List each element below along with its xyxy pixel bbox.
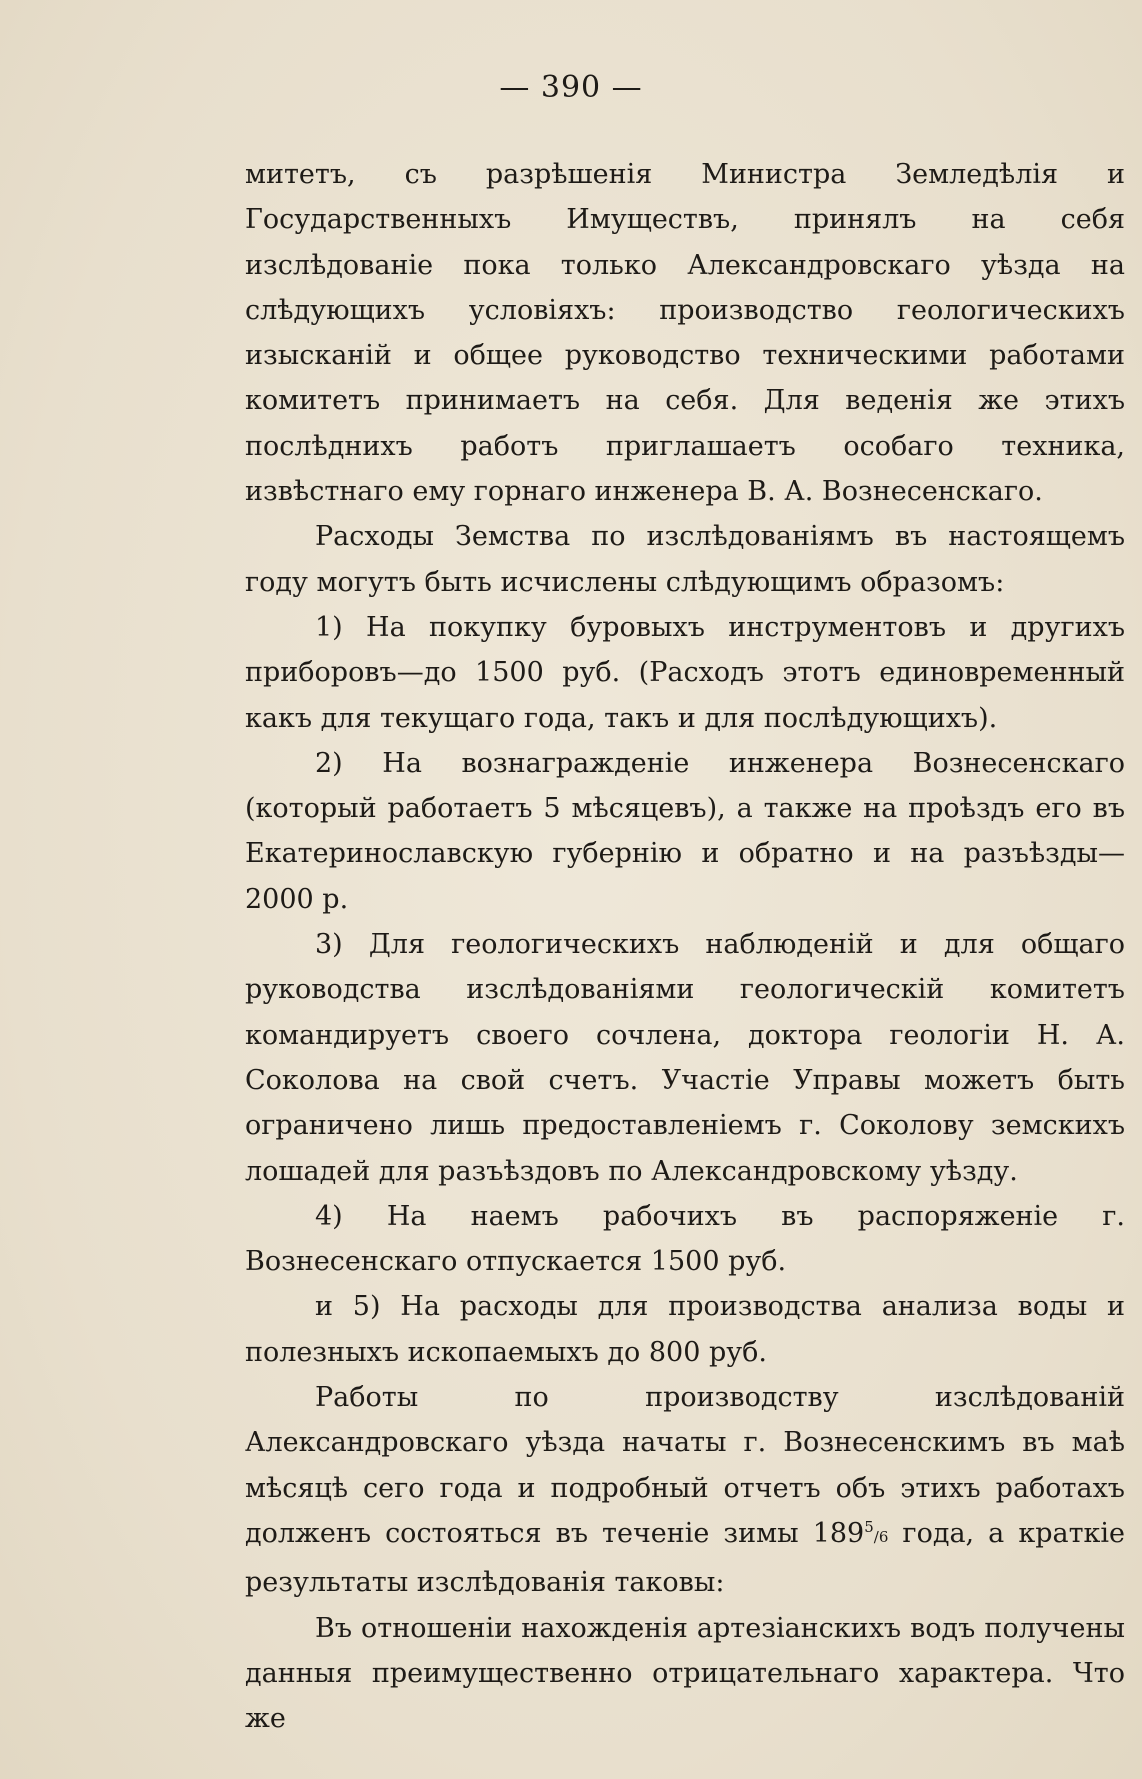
paragraph: и 5) На расходы для производства анализа воды и полезныхъ ископаемыхъ до 800 руб. [245,1291,1125,1368]
works-text-end: года, а краткіе результаты изслѣдованія таковы: [245,1517,1125,1599]
fraction-denominator: /6 [873,1527,889,1546]
paragraph: 4) На наемъ рабочихъ въ распоряженіе г. Вознесенскаго отпускается 1500 руб. [245,1200,1125,1278]
works-text-start: Работы по производству изслѣдованій Александровскаго уѣзда начаты г. Вознесенскимъ въ маѣ мѣсяцѣ сего года и подробный отчетъ объ этихъ работахъ долженъ состояться въ теченіе зимы 189 [245,1382,1125,1549]
paragraph: Расходы Земства по изслѣдованіямъ въ настоящемъ году могутъ быть исчислены слѣдующимъ образомъ: [245,521,1125,598]
fraction-numerator: 5 [864,1517,874,1536]
paragraph: 3) Для геологическихъ наблюденій и для общаго руководства изслѣдованіями геологическій комитетъ командируетъ своего сочлена, доктора геологіи Н. А. Соколова на свой счетъ. Участіе Управы можетъ быть ограничено лишь предоставленіемъ г. Соколову земскихъ лошадей для разъѣздовъ по Александровскому уѣзду. [245,929,1125,1187]
body-text [245,152,1125,1741]
paragraph: 2) На вознагражденіе инженера Вознесенскаго (который работаетъ 5 мѣсяцевъ), а также на проѣздъ его въ Екатеринославскую губернію и обратно и на разъѣзды—2000 р. [245,747,1125,915]
page-number: — 390 — [499,70,643,105]
paragraph: 1) На покупку буровыхъ инструментовъ и другихъ приборовъ—до 1500 руб. (Расходъ этотъ единовременный какъ для текущаго года, такъ и для послѣдующихъ). [245,611,1125,734]
paragraph-works [245,1375,1125,1605]
paragraph: Въ отношеніи нахожденія артезіанскихъ водъ получены данныя преимущественно отрицательнаго характера. Что же [245,1612,1125,1735]
paragraph: митетъ, съ разрѣшенія Министра Земледѣлія и Государственныхъ Имуществъ, принялъ на себя изслѣдованіе пока только Александровскаго уѣзда на слѣдующихъ условіяхъ: производство геологическихъ изысканій и общее руководство техническими работами комитетъ принимаетъ на себя. Для веденія же этихъ послѣднихъ работъ приглашаетъ особаго техника, извѣстнаго ему горнаго инженера В. А. Вознесенскаго. [245,159,1125,508]
